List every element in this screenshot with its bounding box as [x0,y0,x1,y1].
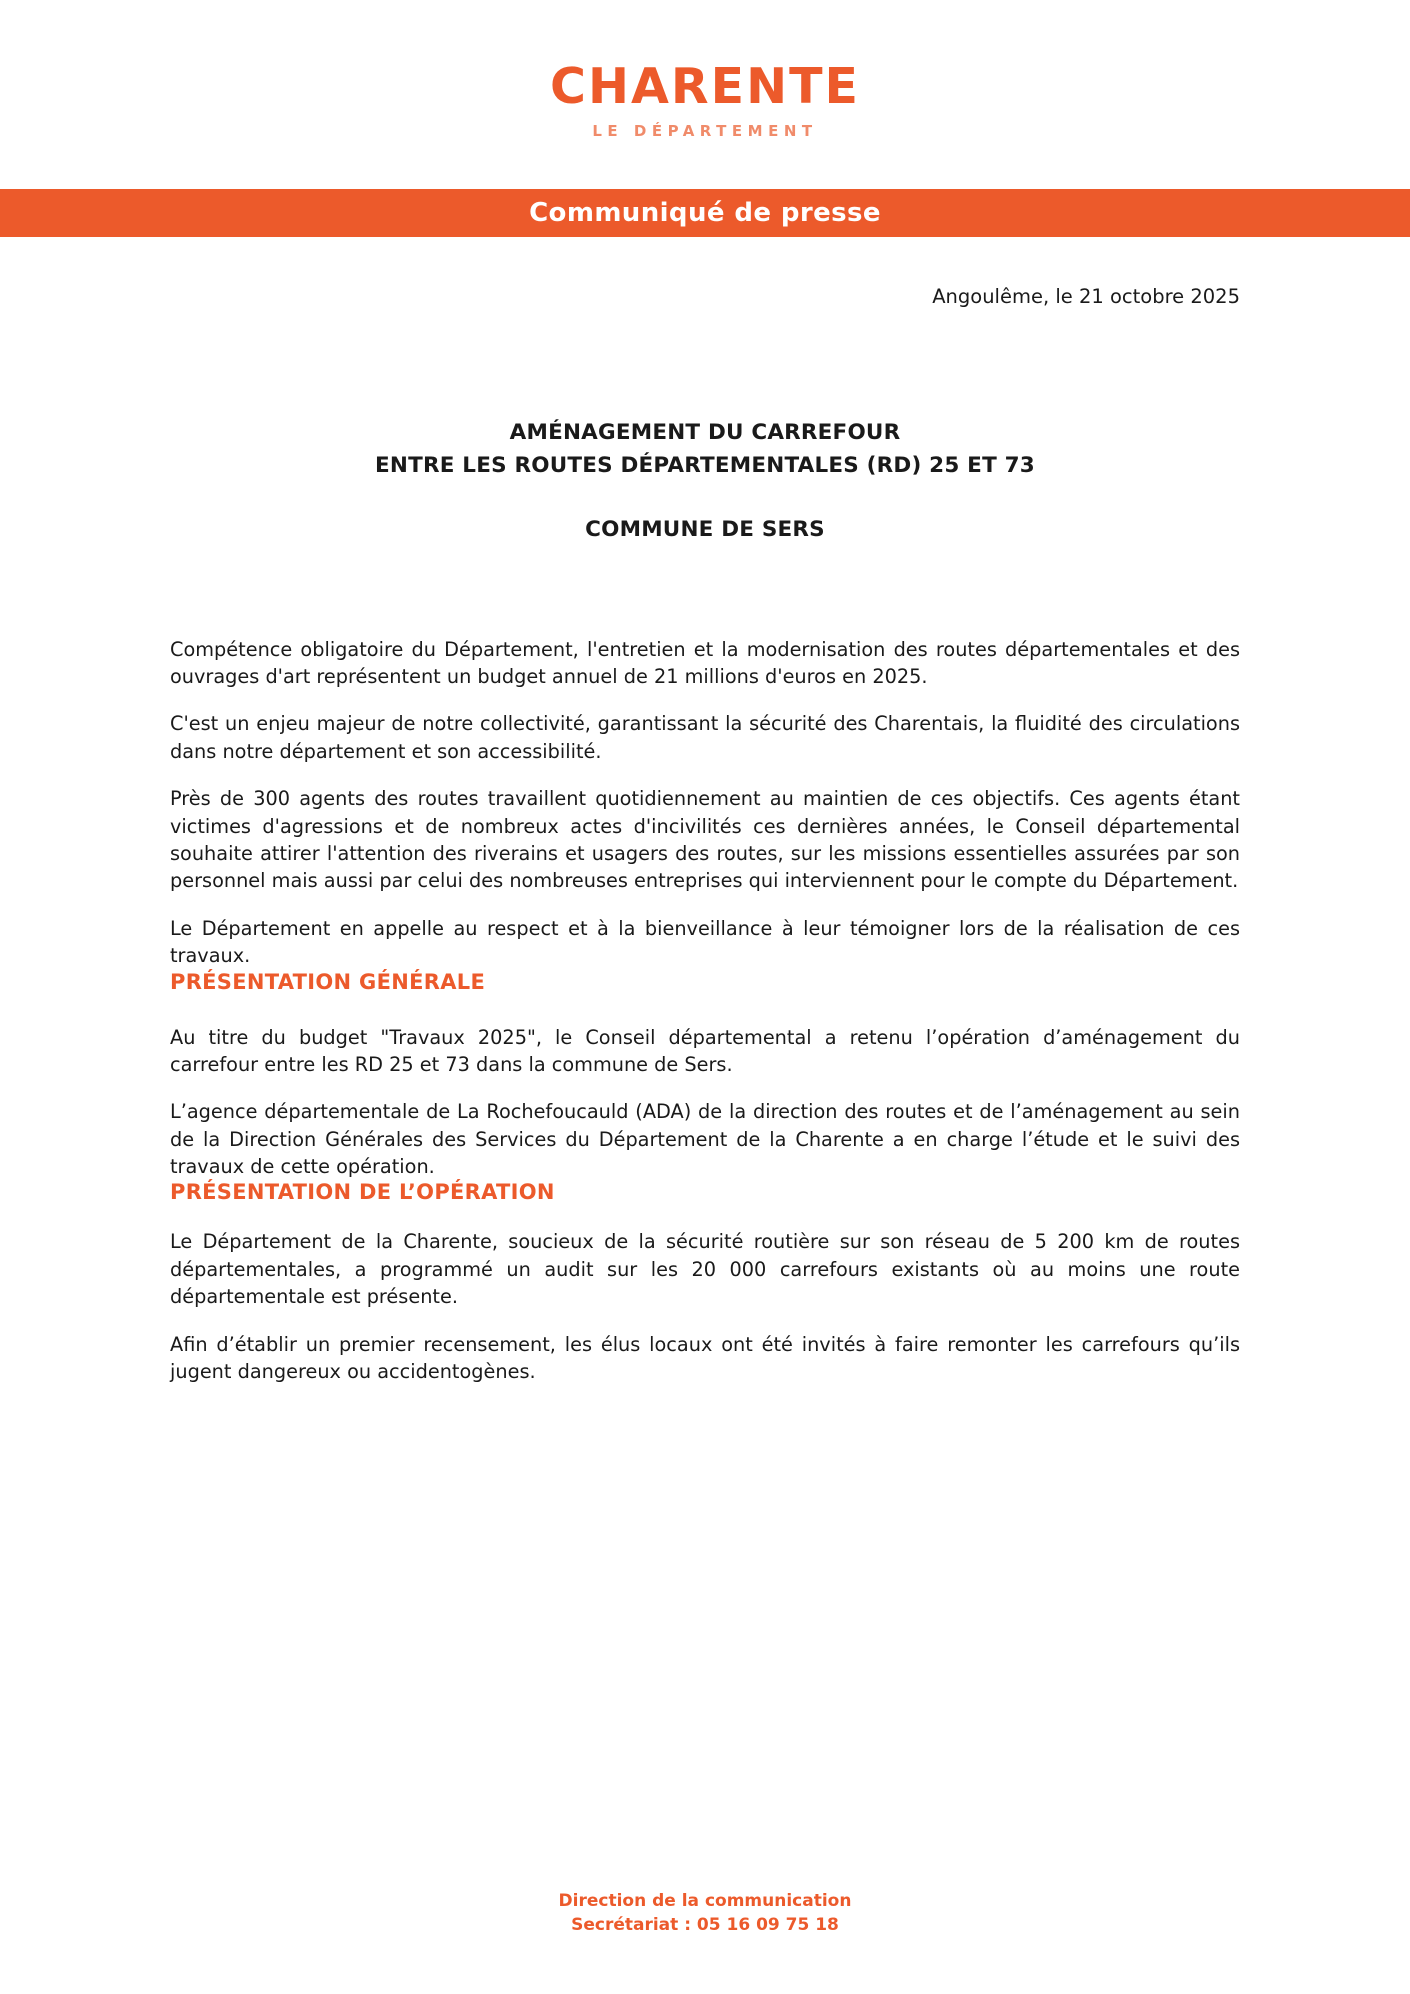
section-body-presentation-operation [170,1228,1240,1385]
section-body-presentation-generale [170,1024,1240,1181]
dateline: Angoulême, le 21 octobre 2025 [932,285,1240,308]
page-title [170,416,1240,483]
document-type-banner [0,189,1410,237]
document-content [0,285,1410,1385]
page-footer [0,1889,1410,1938]
page-subtitle: COMMUNE DE SERS [585,516,825,542]
section-heading-presentation-operation: PRÉSENTATION DE L’OPÉRATION [170,1180,555,1205]
intro-paragraph-2: C'est un enjeu majeur de notre collectivité, garantissant la sécurité des Charentais, la fluidité des circulations dans notre département et son accessibilité. [170,712,1240,763]
operation-paragraph-1: Le Département de la Charente, soucieux de la sécurité routière sur son réseau de 5 200 km de routes départementales, a programmé un audit sur les 20 000 carrefours existants où au moins une route départementale est présente. [170,1230,1240,1309]
intro-paragraph-4: Le Département en appelle au respect et à la bienveillance à leur témoigner lors de la réalisation de ces travaux. [170,916,1240,968]
intro-paragraph-1: Compétence obligatoire du Département, l'entretien et la modernisation des routes départementales et des ouvrages d'art représentent un budget annuel de 21 millions d'euros en 2025. [170,637,1240,689]
footer-line-2: Secrétariat : 05 16 09 75 18 [571,1915,839,1936]
general-paragraph-1: Au titre du budget "Travaux 2025", le Conseil départemental a retenu l’opération d’aménagement du carrefour entre les RD 25 et 73 dans la commune de Sers. [170,1025,1240,1076]
intro-section [170,636,1240,970]
footer-line-1: Direction de la communication [558,1890,852,1911]
page-title-line-1: AMÉNAGEMENT DU CARREFOUR [509,420,901,445]
section-heading-presentation-generale: PRÉSENTATION GÉNÉRALE [170,969,486,994]
brand-name: CHARENTE [550,58,860,115]
general-paragraph-2: L’agence départementale de La Rochefoucauld (ADA) de la direction des routes et de l’aménagement au sein de la Direction Générales des Services du Département de la Charente a en charge l’étude et le suivi des travaux de cette opération. [170,1100,1240,1179]
brand-logo [0,0,1410,140]
intro-paragraph-3: Près de 300 agents des routes travaillent quotidiennement au maintien de ces objectifs. Ces agents étant victimes d'agressions et de nombreux actes d'incivilités ces dernières années, le Conseil départemental souhaite attirer l'attention des riverains et usagers des routes, sur les missions essentielles assurées par son personnel mais aussi par celui des nombreuses entreprises qui interviennent pour le compte du Département. [170,787,1240,893]
operation-paragraph-2: Afin d’établir un premier recensement, les élus locaux ont été invités à faire remonter les carrefours qu’ils jugent dangereux ou accidentogènes. [170,1332,1240,1384]
document-type-label: Communiqué de presse [529,198,881,228]
brand-tagline: LE DÉPARTEMENT [592,122,818,140]
page-title-line-2: ENTRE LES ROUTES DÉPARTEMENTALES (RD) 25 ET 73 [375,453,1035,479]
